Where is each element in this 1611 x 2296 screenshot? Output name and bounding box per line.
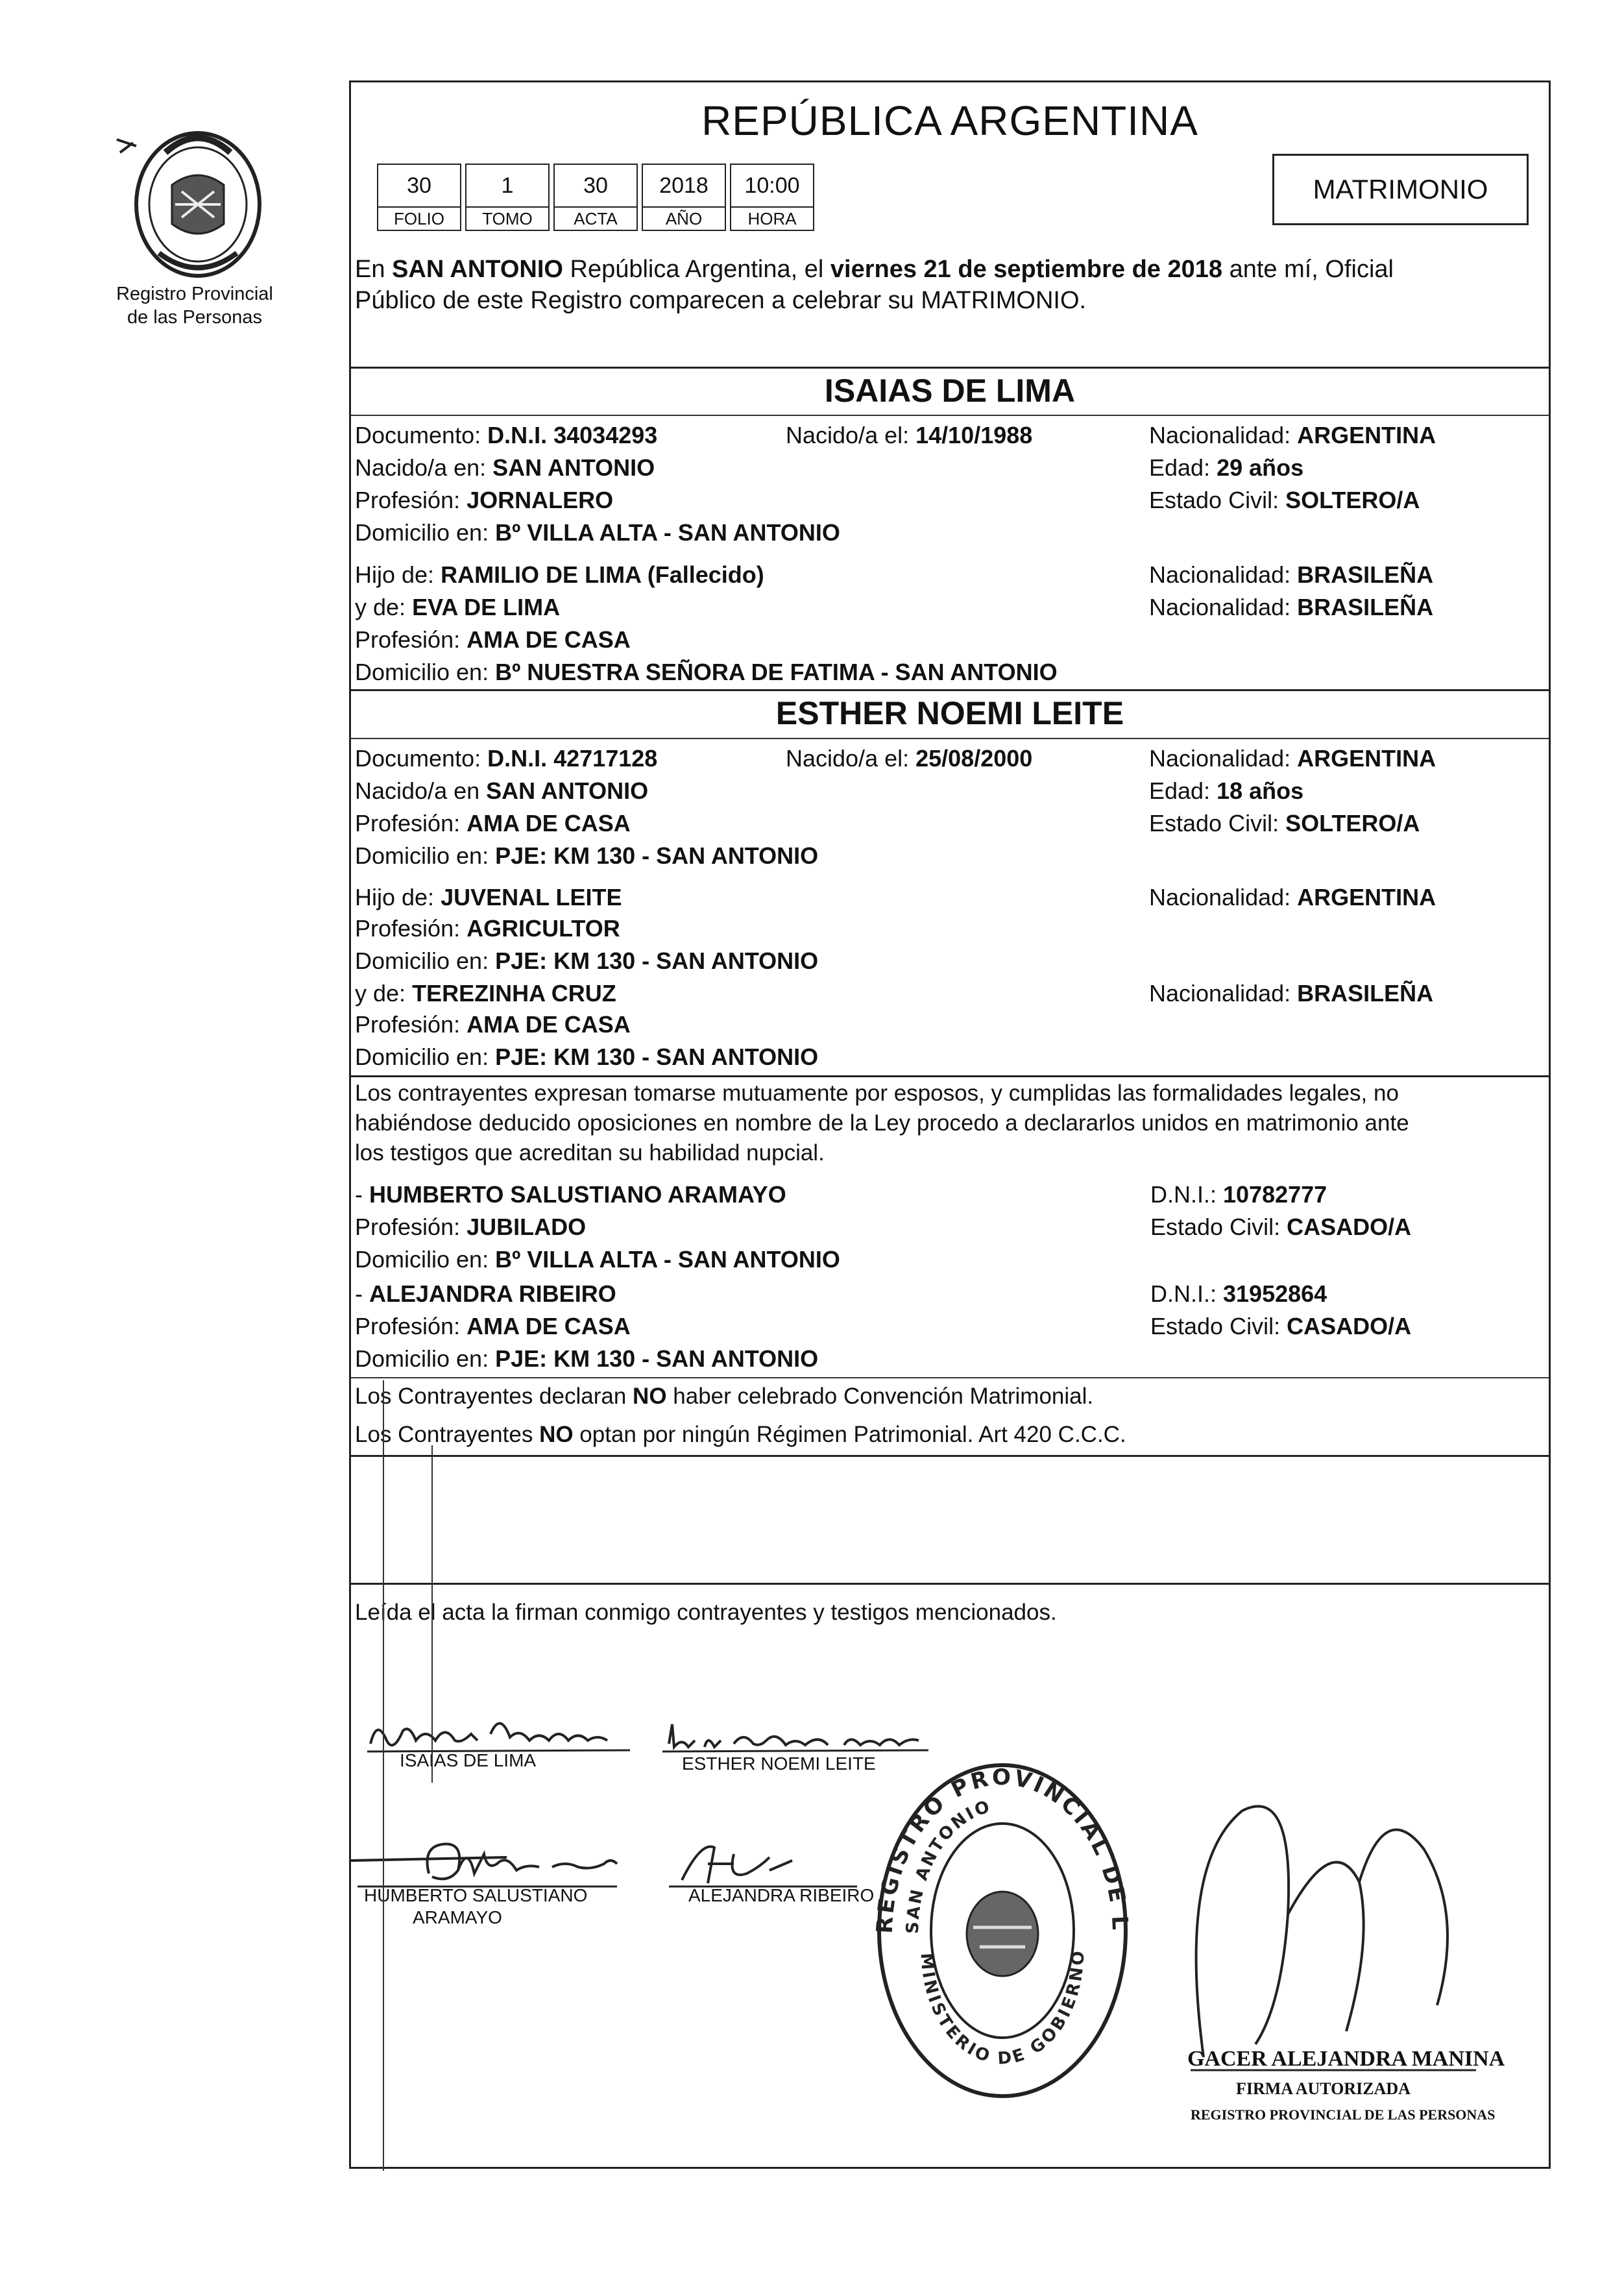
party2-civil-status: Estado Civil: SOLTERO/A: [1149, 810, 1420, 837]
hora-value: 10:00: [730, 164, 814, 208]
seal-ministry-text: MINISTERIO DE GOBIERNO: [916, 1948, 1089, 2069]
divider: [351, 689, 1549, 691]
divider: [351, 367, 1549, 369]
party1-mother-profession: Profesión: AMA DE CASA: [355, 626, 631, 653]
logo-caption: [97, 282, 292, 329]
convention-line-1: Los Contrayentes declaran NO haber celebrado Convención Matrimonial.: [355, 1384, 1094, 1409]
provincial-coat-of-arms-logo: [110, 114, 279, 289]
party1-name-heading: ISAIAS DE LIMA: [824, 372, 1076, 409]
party2-mother-nationality: Nacionalidad: BRASILEÑA: [1149, 980, 1434, 1007]
divider: [351, 415, 1549, 416]
pen-mark-lines: [370, 1380, 396, 2171]
party1-mother-address: Domicilio en: Bº NUESTRA SEÑORA DE FATIMA - SAN ANTONIO: [355, 659, 1058, 685]
party1-age: Edad: 29 años: [1149, 454, 1304, 481]
declaration-line-3: los testigos que acreditan su habilidad nupcial.: [355, 1140, 825, 1166]
authorized-signature-block: [1165, 1733, 1505, 2148]
divider: [351, 738, 1549, 739]
authority-title: FIRMA AUTORIZADA: [1236, 2079, 1411, 2098]
party2-birth-place: Nacido/a en SAN ANTONIO: [355, 777, 649, 804]
party2-father-nationality: Nacionalidad: ARGENTINA: [1149, 884, 1436, 910]
folio-label: FOLIO: [377, 208, 461, 231]
certificate-type-box: MATRIMONIO: [1272, 154, 1529, 225]
page-title: REPÚBLICA ARGENTINA: [701, 97, 1198, 144]
party2-mother-address: Domicilio en: PJE: KM 130 - SAN ANTONIO: [355, 1044, 819, 1070]
witness1-profession: Profesión: JUBILADO: [355, 1214, 587, 1240]
party2-father-profession: Profesión: AGRICULTOR: [355, 915, 620, 942]
hora-label: HORA: [730, 208, 814, 231]
divider: [351, 1377, 1549, 1378]
party1-documento: Documento: D.N.I. 34034293: [355, 422, 658, 448]
party1-birth-place: Nacido/a en: SAN ANTONIO: [355, 454, 655, 481]
party2-birth-date: Nacido/a el: 25/08/2000: [786, 745, 1033, 772]
acta-value: 30: [553, 164, 638, 208]
authority-registry: REGISTRO PROVINCIAL DE LAS PERSONAS: [1191, 2107, 1496, 2123]
party2-age: Edad: 18 años: [1149, 777, 1304, 804]
party2-father: Hijo de: JUVENAL LEITE: [355, 884, 622, 910]
signature-name-humberto-line2: ARAMAYO: [413, 1907, 502, 1927]
intro-line-2: Público de este Registro comparecen a celebrar su MATRIMONIO.: [355, 287, 1087, 314]
party2-mother-profession: Profesión: AMA DE CASA: [355, 1011, 631, 1038]
party2-father-address: Domicilio en: PJE: KM 130 - SAN ANTONIO: [355, 947, 819, 974]
ano-value: 2018: [642, 164, 726, 208]
party1-profession: Profesión: JORNALERO: [355, 487, 614, 513]
party1-civil-status: Estado Civil: SOLTERO/A: [1149, 487, 1420, 513]
closing-text: Leída el acta la firman conmigo contrayentes y testigos mencionados.: [355, 1600, 1057, 1625]
logo-caption-line2: de las Personas: [127, 307, 262, 328]
witness2-dni: D.N.I.: 31952864: [1150, 1280, 1327, 1307]
tomo-value: 1: [465, 164, 550, 208]
witness2-civil-status: Estado Civil: CASADO/A: [1150, 1313, 1412, 1339]
logo-caption-line1: Registro Provincial: [116, 284, 273, 304]
signature-name-alejandra-ribeiro: ALEJANDRA RIBEIRO: [688, 1885, 875, 1905]
seal-inner-text: SAN ANTONIO: [902, 1796, 994, 1935]
witness1-dni: D.N.I.: 10782777: [1150, 1181, 1327, 1208]
signature-name-isaias-de-lima: ISAIAS DE LIMA: [400, 1750, 537, 1770]
party2-nationality: Nacionalidad: ARGENTINA: [1149, 745, 1436, 772]
witness2-name: - ALEJANDRA RIBEIRO: [355, 1280, 616, 1307]
party1-address: Domicilio en: Bº VILLA ALTA - SAN ANTONIO: [355, 519, 840, 546]
party2-documento: Documento: D.N.I. 42717128: [355, 745, 658, 772]
divider: [351, 1455, 1549, 1457]
party1-father: Hijo de: RAMILIO DE LIMA (Fallecido): [355, 561, 764, 588]
signature-name-esther-noemi-leite: ESTHER NOEMI LEITE: [682, 1753, 876, 1774]
official-registry-seal: [863, 1739, 1142, 2109]
convention-line-2: Los Contrayentes NO optan por ningún Régimen Patrimonial. Art 420 C.C.C.: [355, 1422, 1126, 1447]
witness1-civil-status: Estado Civil: CASADO/A: [1150, 1214, 1412, 1240]
party1-father-nationality: Nacionalidad: BRASILEÑA: [1149, 561, 1434, 588]
declaration-line-2: habiéndose deducido oposiciones en nombre de la Ley procedo a declararlos unidos en matrimonio ante: [355, 1110, 1409, 1136]
pen-mark-lines: [426, 1445, 439, 2171]
party1-mother: y de: EVA DE LIMA: [355, 594, 561, 620]
witness2-profession: Profesión: AMA DE CASA: [355, 1313, 631, 1339]
signature-name-humberto-line1: HUMBERTO SALUSTIANO: [364, 1885, 588, 1905]
party2-profession: Profesión: AMA DE CASA: [355, 810, 631, 837]
witness2-address: Domicilio en: PJE: KM 130 - SAN ANTONIO: [355, 1345, 819, 1372]
party1-birth-date: Nacido/a el: 14/10/1988: [786, 422, 1033, 448]
declaration-line-1: Los contrayentes expresan tomarse mutuamente por esposos, y cumplidas las formalidades legales, no: [355, 1081, 1399, 1106]
ano-label: AÑO: [642, 208, 726, 231]
tomo-label: TOMO: [465, 208, 550, 231]
authority-name: GACER ALEJANDRA MANINA: [1187, 2047, 1505, 2071]
signature-alejandra-ribeiro: [662, 1835, 870, 1893]
acta-label: ACTA: [553, 208, 638, 231]
party2-mother: y de: TEREZINHA CRUZ: [355, 980, 616, 1007]
divider: [351, 1583, 1549, 1585]
seal-outer-text: REGISTRO PROVINCIAL DE L: [871, 1764, 1133, 1935]
party2-name-heading: ESTHER NOEMI LEITE: [775, 695, 1124, 731]
folio-value: 30: [377, 164, 461, 208]
witness1-name: - HUMBERTO SALUSTIANO ARAMAYO: [355, 1181, 786, 1208]
party1-nationality: Nacionalidad: ARGENTINA: [1149, 422, 1436, 448]
witness1-address: Domicilio en: Bº VILLA ALTA - SAN ANTONIO: [355, 1246, 840, 1273]
intro-line-1: En SAN ANTONIO República Argentina, el viernes 21 de septiembre de 2018 ante mí, Oficial: [355, 256, 1394, 283]
divider: [351, 1075, 1549, 1077]
party2-address: Domicilio en: PJE: KM 130 - SAN ANTONIO: [355, 842, 819, 869]
party1-mother-nationality: Nacionalidad: BRASILEÑA: [1149, 594, 1434, 620]
